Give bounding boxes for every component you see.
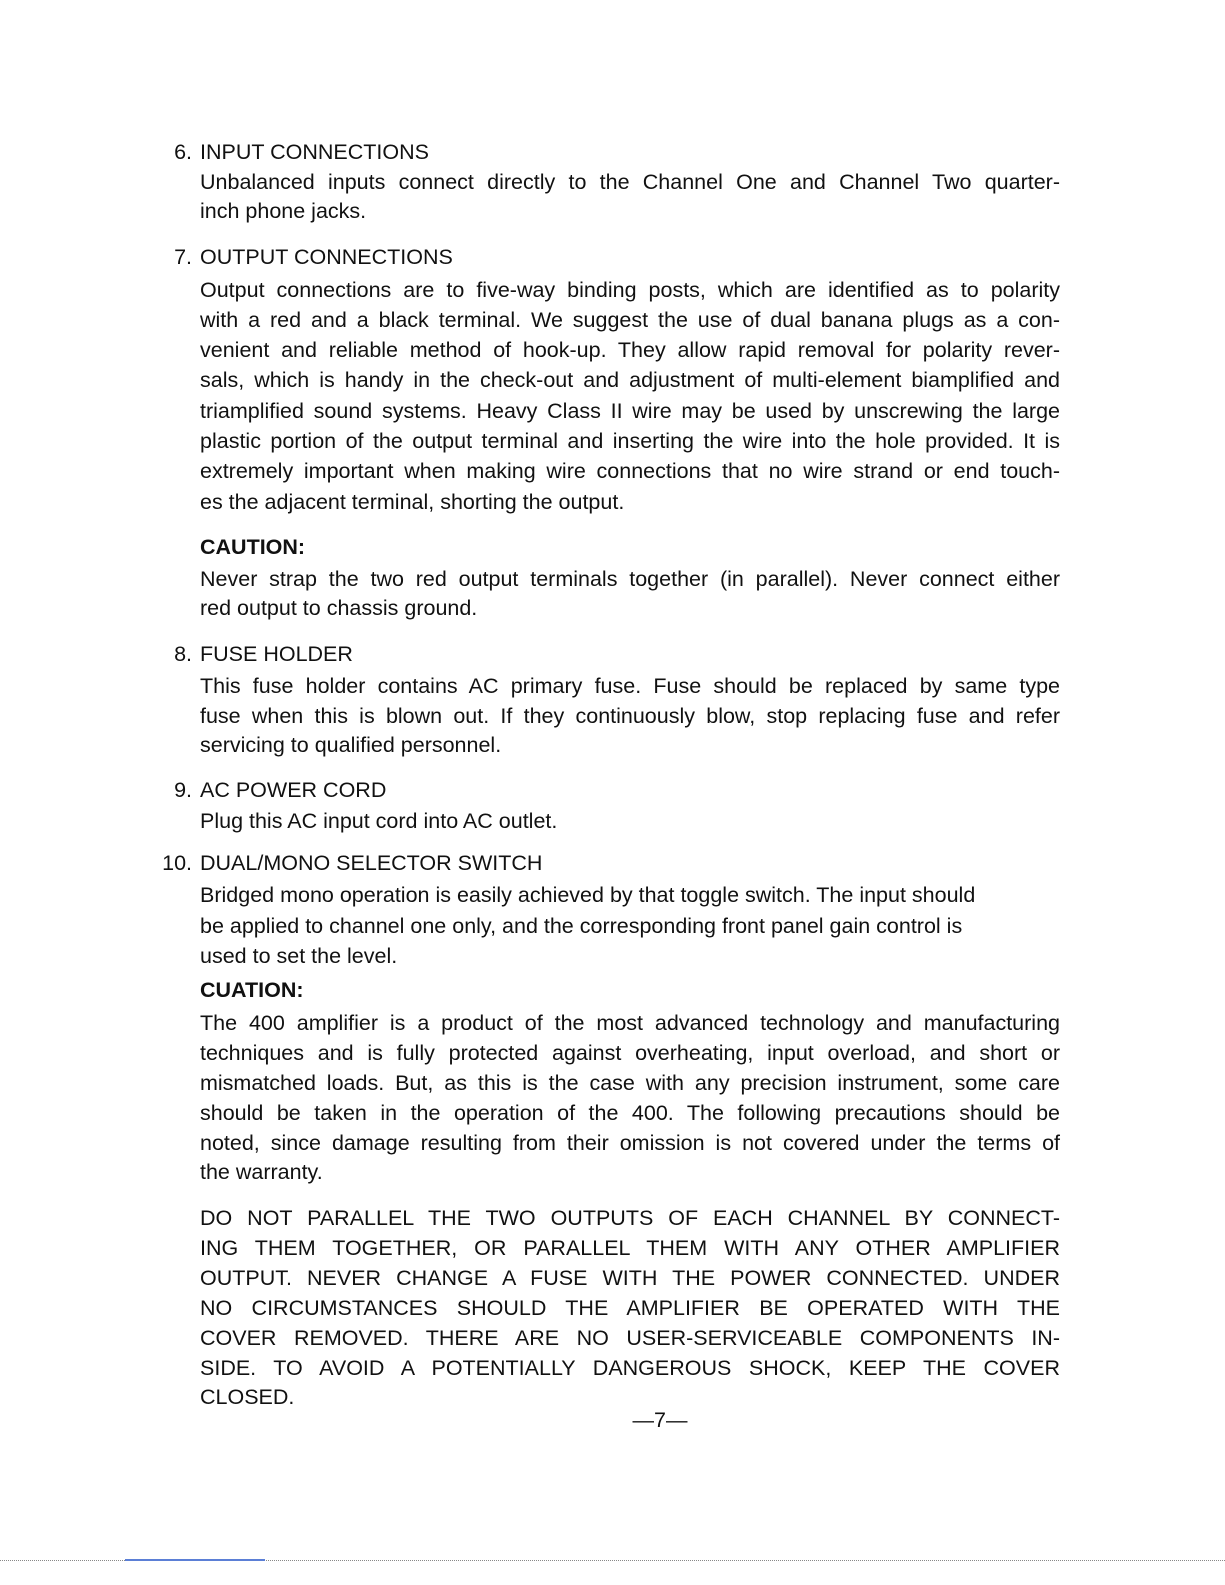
caution-text-line: techniques and is fully protected against overheating, input overload, and short or bbox=[200, 1041, 1060, 1065]
caution-label: CUATION: bbox=[200, 978, 304, 1002]
section-number: 8. bbox=[174, 642, 192, 666]
body-text-line: fuse when this is blown out. If they continuously blow, stop replacing fuse and refer bbox=[200, 704, 1060, 728]
section-heading: INPUT CONNECTIONS bbox=[200, 140, 429, 164]
section-number: 9. bbox=[174, 778, 192, 802]
caution-text-line: the warranty. bbox=[200, 1160, 323, 1184]
warning-text-line: ING THEM TOGETHER, OR PARALLEL THEM WITH ANY OTHER AMPLIFIER bbox=[200, 1236, 1060, 1260]
section-heading: DUAL/MONO SELECTOR SWITCH bbox=[200, 851, 543, 875]
body-text-line: plastic portion of the output terminal and inserting the wire into the hole provided. It is bbox=[200, 429, 1060, 453]
body-text-line: Plug this AC input cord into AC outlet. bbox=[200, 809, 558, 833]
caution-text-line: should be taken in the operation of the 400. The following precautions should be bbox=[200, 1101, 1060, 1125]
body-text-line: venient and reliable method of hook-up. They allow rapid removal for polarity rever- bbox=[200, 338, 1060, 362]
warning-text-line: NO CIRCUMSTANCES SHOULD THE AMPLIFIER BE OPERATED WITH THE bbox=[200, 1296, 1060, 1320]
warning-text-line: CLOSED. bbox=[200, 1385, 295, 1409]
caution-text-line: red output to chassis ground. bbox=[200, 596, 478, 620]
caution-text-line: The 400 amplifier is a product of the most advanced technology and manufacturing bbox=[200, 1011, 1060, 1035]
body-text-line: inch phone jacks. bbox=[200, 199, 367, 223]
section-number: 10. bbox=[162, 851, 192, 875]
warning-text-line: SIDE. TO AVOID A POTENTIALLY DANGEROUS SHOCK, KEEP THE COVER bbox=[200, 1356, 1060, 1380]
section-number: 7. bbox=[174, 245, 192, 269]
body-text-line: used to set the level. bbox=[200, 944, 398, 968]
body-text-line: sals, which is handy in the check-out and adjustment of multi-element biamplified and bbox=[200, 368, 1060, 392]
body-text-line: be applied to channel one only, and the corresponding front panel gain control is bbox=[200, 914, 963, 938]
body-text-line: extremely important when making wire connections that no wire strand or end touch- bbox=[200, 459, 1060, 483]
warning-text-line: OUTPUT. NEVER CHANGE A FUSE WITH THE POWER CONNECTED. UNDER bbox=[200, 1266, 1060, 1290]
warning-text-line: DO NOT PARALLEL THE TWO OUTPUTS OF EACH CHANNEL BY CONNECT- bbox=[200, 1206, 1060, 1230]
body-text-line: This fuse holder contains AC primary fuse. Fuse should be replaced by same type bbox=[200, 674, 1060, 698]
section-heading: OUTPUT CONNECTIONS bbox=[200, 245, 453, 269]
body-text-line: Unbalanced inputs connect directly to the Channel One and Channel Two quarter- bbox=[200, 170, 1060, 194]
caution-text-line: noted, since damage resulting from their omission is not covered under the terms of bbox=[200, 1131, 1060, 1155]
section-heading: FUSE HOLDER bbox=[200, 642, 353, 666]
body-text-line: Output connections are to five-way binding posts, which are identified as to polarity bbox=[200, 278, 1060, 302]
body-text-line: Bridged mono operation is easily achieved by that toggle switch. The input should bbox=[200, 883, 976, 907]
body-text-line: with a red and a black terminal. We suggest the use of dual banana plugs as a con- bbox=[200, 308, 1060, 332]
section-number: 6. bbox=[174, 140, 192, 164]
page-number: —7— bbox=[632, 1408, 688, 1432]
body-text-line: triamplified sound systems. Heavy Class II wire may be used by unscrewing the large bbox=[200, 399, 1060, 423]
body-text-line: es the adjacent terminal, shorting the output. bbox=[200, 490, 625, 514]
caution-text-line: mismatched loads. But, as this is the case with any precision instrument, some care bbox=[200, 1071, 1060, 1095]
section-heading: AC POWER CORD bbox=[200, 778, 387, 802]
body-text-line: servicing to qualified personnel. bbox=[200, 733, 502, 757]
blue-line-mark bbox=[125, 1559, 265, 1561]
warning-text-line: COVER REMOVED. THERE ARE NO USER-SERVICEABLE COMPONENTS IN- bbox=[200, 1326, 1060, 1350]
caution-text-line: Never strap the two red output terminals together (in parallel). Never connect either bbox=[200, 567, 1060, 591]
caution-label: CAUTION: bbox=[200, 535, 306, 559]
